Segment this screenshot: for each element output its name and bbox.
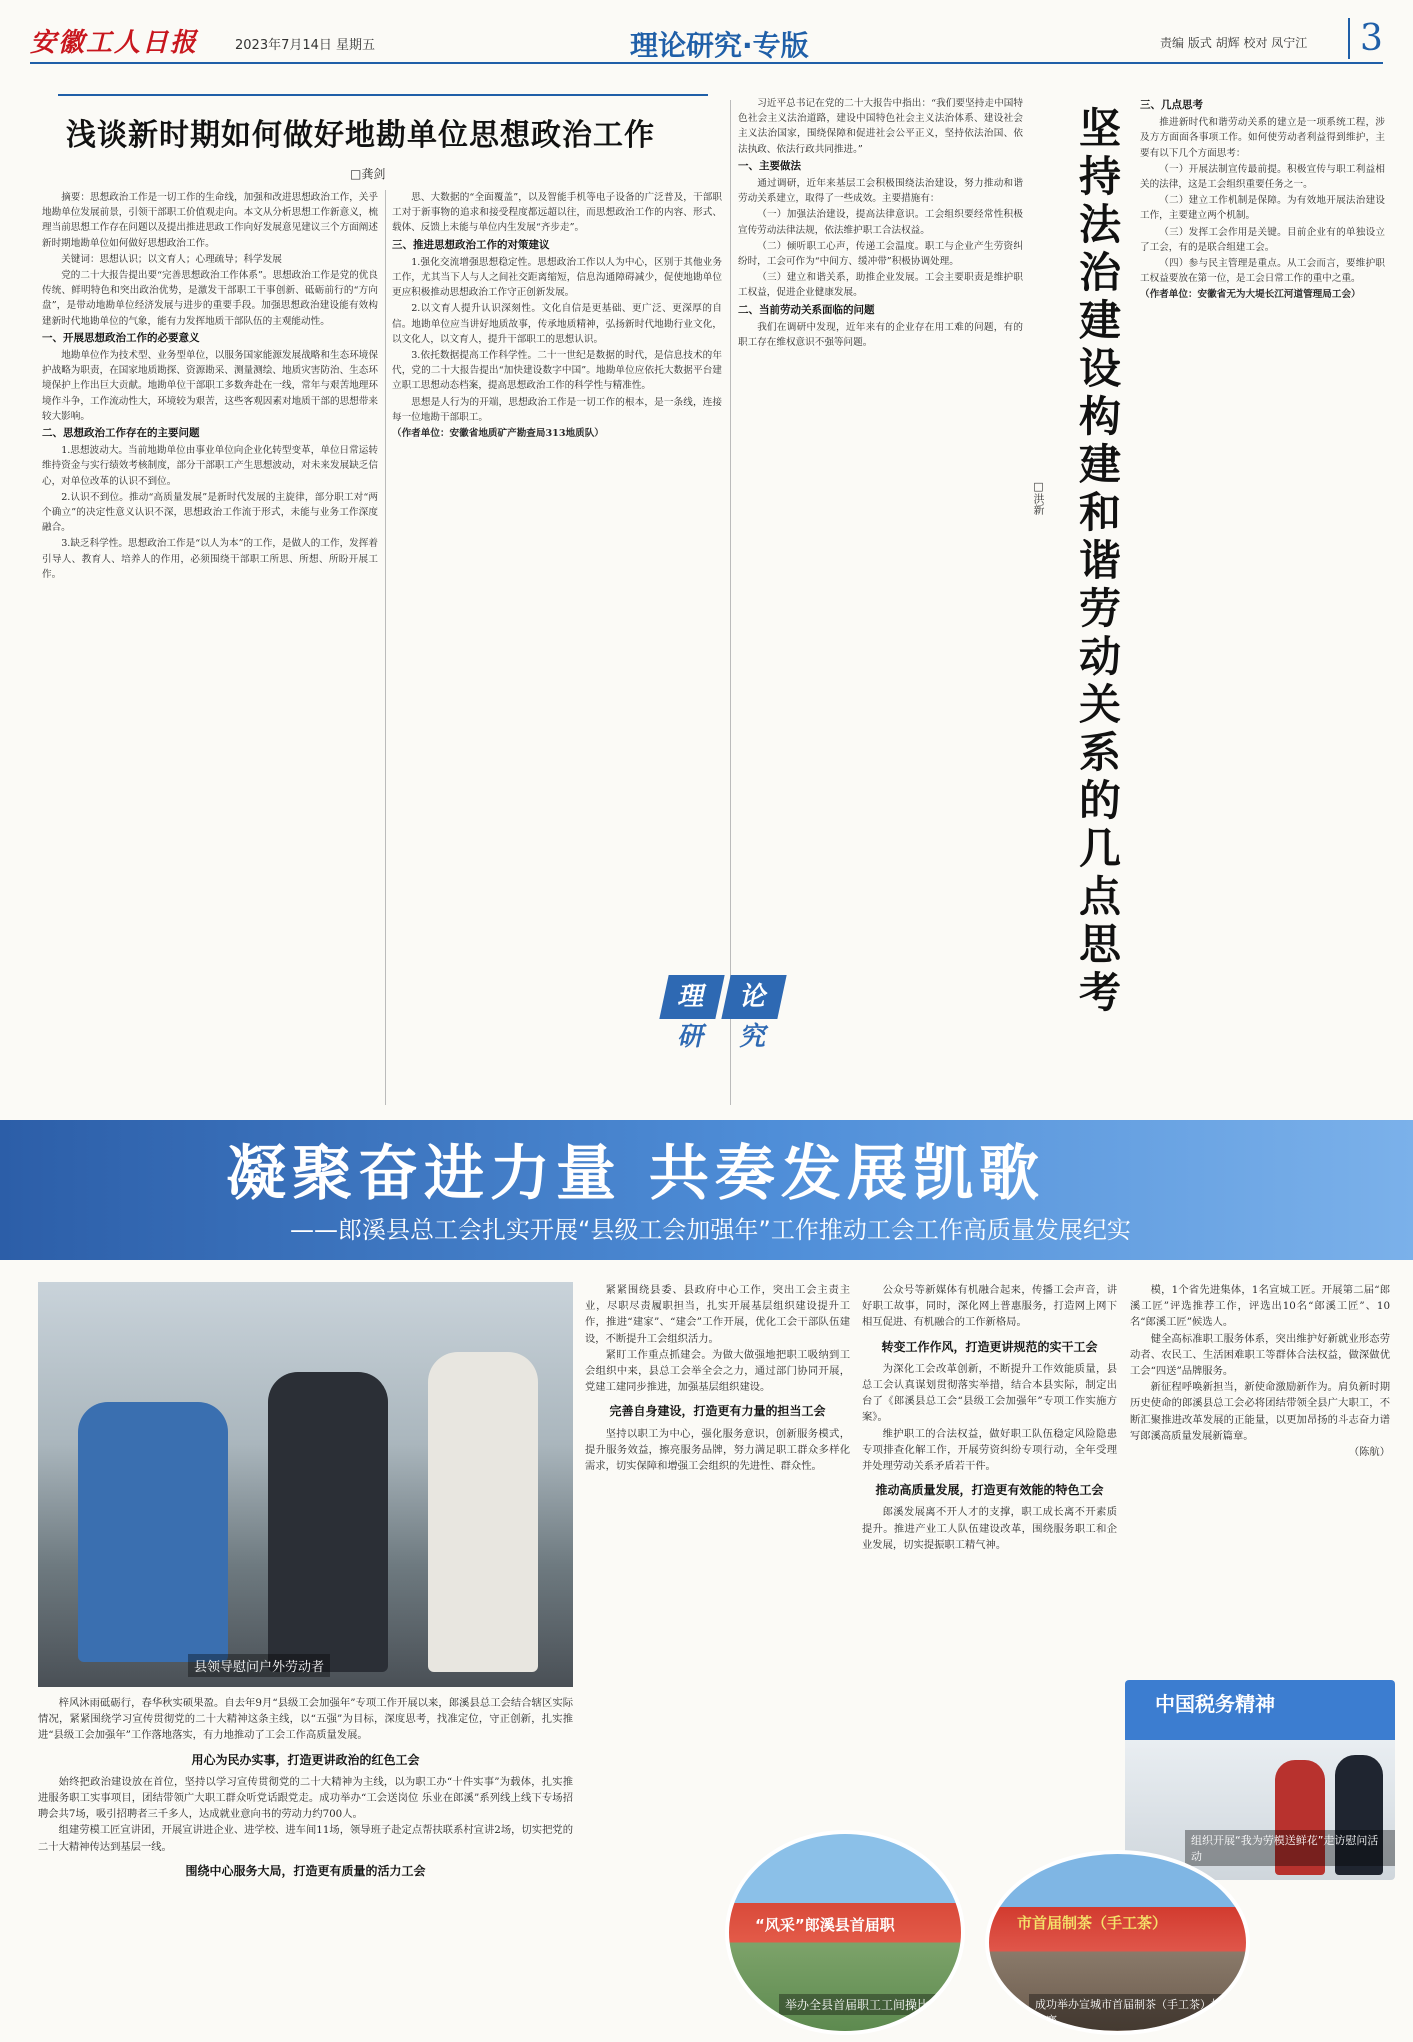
article1-para-4: 3.缺乏科学性。思想政治工作是“以人为本”的工作，是做人的工作，发挥着引导人、教育人、培养人的作用，必须围绕干部职工所思、所想、所盼开展工作。 bbox=[42, 538, 378, 580]
feature-heading-4: 转变工作作风，打造更讲规范的实干工会 bbox=[881, 1339, 1098, 1354]
article2-heading-2: 二、当前劳动关系面临的问题 bbox=[738, 303, 875, 316]
article2-para-1: 通过调研，近年来基层工会积极围绕法治建设，努力推动和谐劳动关系建立，取得了一些成效。主要措施有： bbox=[738, 178, 1023, 205]
article2-heading-1: 一、主要做法 bbox=[738, 159, 801, 172]
article1-heading-1: 一、开展思想政治工作的必要意义 bbox=[42, 331, 200, 344]
section-title: 理论研究·专版 bbox=[630, 29, 809, 62]
article2-para-3: 推进新时代和谐劳动关系的建立是一项系统工程，涉及方方面面各事项工作。如何使劳动者利益得到维护，主要有以下几个方面思考： bbox=[1140, 117, 1385, 159]
article1-intro: 党的二十大报告提出要“完善思想政治工作体系”。思想政治工作是党的优良传统、鲜明特色和突出政治优势，是激发干部职工干事创新、砥砺前行的“方向盘”，是带动地勘单位经济发展与进步的重要手段。加强思想政治建设能有效构建新时代地勘单位的气象，能有力发挥地质干部队伍的主观能动性。 bbox=[42, 270, 378, 327]
article2-think-2: （二）建立工作机制是保障。为有效地开展法治建设工作，主要建立两个机制。 bbox=[1140, 195, 1385, 222]
feature-para-10: 健全高标准职工服务体系，突出维护好新就业形态劳动者、农民工、生活困难职工等群体合法权益，做深做优工会“四送”品牌服务。 bbox=[1130, 1332, 1390, 1378]
stamp-char: 研 bbox=[675, 1022, 709, 1052]
article1-abstract: 摘要：思想政治工作是一切工作的生命线，加强和改进思想政治工作，关乎地勘单位发展前景，引领干部职工价值观走向。本文从分析思想工作新意义，梳理当前思想工作存在问题以及提出推进思政工作向好发展意见建议三个方面阐述新时期地勘单位如何做好思想政治工作。 bbox=[42, 192, 378, 249]
article2-sub-1: （一）加强法治建设，提高法律意识。工会组织要经常性积极宣传劳动法律法规，依法维护职工合法权益。 bbox=[738, 209, 1023, 236]
photo-banner-text: “风采”郎溪县首届职 bbox=[755, 1916, 895, 1934]
feature-para-4: 坚持以职工为中心，强化服务意识，创新服务模式，提升服务效益，擦亮服务品牌，努力满足职工群众多样化需求，切实保障和增强工会组织的先进性、群众性。 bbox=[585, 1427, 850, 1473]
column-divider bbox=[730, 100, 731, 1105]
stamp-char: 论 bbox=[721, 975, 786, 1019]
photo-leader-visit bbox=[38, 1282, 573, 1687]
article1-heading-3: 三、推进思想政治工作的对策建议 bbox=[392, 238, 550, 251]
feature-para-1b: 组建劳模工匠宣讲团，开展宣讲进企业、进学校、进车间11场，领导班子赴定点帮扶联系村宣讲2场，切实把党的二十大精神传达到基层一线。 bbox=[38, 1824, 573, 1853]
article1-column-2 bbox=[392, 190, 722, 1105]
article1-para-3: 2.认识不到位。推动“高质量发展”是新时代发展的主旋律，部分职工对“两个确立”的决定性意义认识不深，思想政治工作流于形式，未能与业务工作深度融合。 bbox=[42, 491, 378, 534]
feature-para-11: 新征程呼唤新担当，新使命激励新作为。肩负新时期历史使命的郎溪县总工会必将团结带领全县广大职工，不断汇聚推进改革发展的正能量，以更加昂扬的斗志奋力谱写郎溪高质量发展新篇章。 bbox=[1130, 1381, 1390, 1442]
feature-lead: 梓风沐雨砥砺行，春华秋实硕果盈。自去年9月“县级工会加强年”专项工作开展以来，郎溪县总工会结合辖区实际情况，紧紧围绕学习宣传贯彻党的二十大精神这条主线，以“五强”为目标，深度思考，找准定位，守正创新，扎实推进“县级工会加强年”工作落地落实，有力地推动了工会工作高质量发展。 bbox=[38, 1697, 573, 1742]
article2-think-1: （一）开展法制宣传最前提。积极宣传与职工利益相关的法律，这是工会组织重要任务之一。 bbox=[1140, 163, 1385, 191]
article1-heading-2: 二、思想政治工作存在的主要问题 bbox=[42, 427, 200, 440]
editor-credits: 责编 版式 胡辉 校对 凤宁江 bbox=[1160, 36, 1308, 50]
page-number: 3 bbox=[1348, 18, 1383, 59]
stamp-char: 理 bbox=[659, 975, 724, 1019]
article1-keywords: 关键词：思想认识；以文育人；心理疏导；科学发展 bbox=[61, 253, 282, 265]
photo-model-worker-visit bbox=[1125, 1680, 1395, 1880]
feature-column-4 bbox=[1130, 1282, 1390, 1677]
article2-para-2: 我们在调研中发现，近年来有的企业存在用工难的问题，有的职工存在维权意识不强等问题。 bbox=[738, 321, 1023, 349]
article1-para-6: 2.以文育人提升认识深刻性。文化自信是更基础、更广泛、更深厚的自信。地勘单位应当讲好地质故事，传承地质精神，弘扬新时代地勘行业文化，以文化人，以文育人，提升干部职工的思想认识。 bbox=[392, 303, 722, 345]
photo-banner-text: 中国税务精神 bbox=[1155, 1692, 1275, 1716]
article2-think-3: （三）发挥工会作用是关键。目前企业有的单独设立了工会，有的是联合组建工会。 bbox=[1140, 226, 1385, 253]
photo-caption: 成功举办宣城市首届制茶（手工茶）技能大赛 bbox=[1029, 1994, 1246, 2030]
article1-author-unit: （作者单位：安徽省地质矿产勘查局313地质队） bbox=[392, 428, 604, 440]
article2-para-0: 习近平总书记在党的二十大报告中指出：“我们要坚持走中国特色社会主义法治道路，建设中国特色社会主义法治体系、建设社会主义法治国家，围绕保障和促进社会公平正义，坚持依法治国、依法执政、依法行政共同推进。” bbox=[738, 98, 1023, 155]
article1-para-7: 3.依托数据提高工作科学性。二十一世纪是数据的时代，是信息技术的年代，党的二十大报告提出“加快建设数字中国”。地勘单位应依托大数据平台建立职工思想动态档案，提高思想政治工作的科学性与精准性。 bbox=[392, 350, 722, 392]
column-divider bbox=[385, 190, 386, 1105]
feature-column-1 bbox=[38, 1695, 573, 2035]
article2-column-1 bbox=[738, 96, 1023, 1106]
article2-heading-3: 三、几点思考 bbox=[1140, 99, 1203, 111]
article1-para-2: 1.思想波动大。当前地勘单位由事业单位向企业化转型变革，单位日常运转维持资金与实行绩效考核制度，部分干部职工产生思想波动，对未来发展缺乏信心，对单位改革的认识不到位。 bbox=[42, 445, 378, 487]
feature-para-7: 维护职工的合法权益，做好职工队伍稳定风险隐患专项排查化解工作，开展劳资纠纷专项行动，全年受理并处理劳动关系矛盾若干件。 bbox=[862, 1427, 1117, 1473]
stamp-char: 究 bbox=[737, 1022, 771, 1052]
worker-figure bbox=[78, 1402, 228, 1662]
person-figure bbox=[268, 1372, 388, 1672]
article1-top-rule bbox=[58, 94, 708, 96]
person-figure bbox=[428, 1352, 538, 1672]
feature-para-5: 公众号等新媒体有机融合起来，传播工会声音，讲好职工故事，同时，深化网上普惠服务，打造网上网下相互促进、有机融合的工作新格局。 bbox=[862, 1284, 1117, 1329]
article1-para-1: 地勘单位作为技术型、业务型单位，以服务国家能源发展战略和生态环境保护战略为职责，在国家地质勘探、资源勘采、测量测绘、地质灾害防治、生态环境保护上作出巨大贡献。地勘单位干部职工多数奔赴在一线，常年与艰苦地理环境作斗争，工作流动性大，环境较为艰苦，这些客观因素对地质干部的思想带来较大影响。 bbox=[42, 350, 378, 422]
photo-caption: 举办全县首届职工工间操比赛 bbox=[779, 1994, 947, 2015]
feature-heading-2: 围绕中心服务大局，打造更有质量的活力工会 bbox=[185, 1863, 426, 1878]
article1-byline: □龚剑 bbox=[350, 167, 386, 181]
article2-sub-3: （三）建立和谐关系，助推企业发展。工会主要职责是维护职工权益，促进企业健康发展。 bbox=[738, 272, 1023, 299]
feature-column-3 bbox=[862, 1282, 1117, 1842]
feature-para-3: 紧盯工作重点抓建会。为做大做强地把职工吸纳到工会组织中来，县总工会举全会之力，通过部门协同开展，党建工建同步推进，加强基层组织建设。 bbox=[585, 1348, 850, 1394]
article2-think-4: （四）参与民主管理是重点。从工会而言，要维护职工权益要放在第一位，是工会日常工作的重中之重。 bbox=[1140, 258, 1385, 285]
article1-closing: 思想是人行为的开端，思想政治工作是一切工作的根本，是一条线，连接每一位地勘干部职工。 bbox=[392, 396, 722, 423]
article2-author-unit: （作者单位：安徽省无为大堤长江河道管理局工会） bbox=[1140, 289, 1361, 301]
feature-author: （陈航） bbox=[1348, 1446, 1390, 1459]
feature-title: 凝聚奋进力量 共奏发展凯歌 bbox=[226, 1139, 1045, 1209]
article2-sub-2: （二）倾听职工心声，传递工会温度。职工与企业产生劳资纠纷时，工会可作为“中间方、缓冲带”积极协调处理。 bbox=[738, 240, 1023, 268]
issue-date: 2023年7月14日 星期五 bbox=[235, 38, 376, 53]
article1-column-1 bbox=[42, 190, 378, 1105]
article1-c2-para-1: 思、大数据的“全面覆盖”，以及智能手机等电子设备的广泛普及，干部职工对于新事物的追求和接受程度都远超以往，而思想政治工作的内容、形式、载体、反馈上未能与单位内生发展“齐步走”。 bbox=[392, 192, 722, 234]
photo-caption: 组织开展“我为劳模送鲜花”走访慰问活动 bbox=[1185, 1830, 1395, 1866]
feature-para-6: 为深化工会改革创新，不断提升工作效能质量，县总工会认真谋划贯彻落实举措，结合本县实际，制定出台了《郎溪县总工会“县级工会加强年”专项工作实施方案》。 bbox=[862, 1362, 1117, 1424]
feature-subtitle: ——郎溪县总工会扎实开展“县级工会加强年”工作推动工会工作高质量发展纪实 bbox=[290, 1216, 1131, 1244]
feature-heading-5: 推动高质量发展，打造更有效能的特色工会 bbox=[875, 1483, 1104, 1498]
paper-name: 安徽工人日报 bbox=[30, 28, 199, 58]
article1-para-5: 1.强化交流增强思想稳定性。思想政治工作以人为中心，区别于其他业务工作，尤其当下人与人之间社交距离缩短，信息沟通障碍减少，促使地勘单位更应积极推动思想政治工作守正创新发展。 bbox=[392, 256, 722, 299]
article2-byline: □洪新 bbox=[1032, 480, 1045, 515]
feature-para-1: 始终把政治建设放在首位，坚持以学习宣传贯彻党的二十大精神为主线，以为职工办“十件实事”为载体，扎实推进服务职工实事项目，团结带领广大职工群众听党话跟党走。成功举办“工会送岗位 乐业在郎溪”系列线上线下专场招聘会共7场，吸引招聘者三千多人，达成就业意向书的劳动力约700人。 bbox=[38, 1775, 573, 1821]
feature-para-2: 紧紧围绕县委、县政府中心工作，突出工会主责主业，尽职尽责履职担当，扎实开展基层组织建设提升工作，推进“建家”、“建会”工作开展，优化工会干部队伍建设，不断提升工会组织活力。 bbox=[585, 1284, 850, 1345]
photo-caption: 县领导慰问户外劳动者 bbox=[188, 1654, 330, 1677]
feature-heading-3: 完善自身建设，打造更有力量的担当工会 bbox=[609, 1404, 826, 1419]
photo-tea-contest bbox=[985, 1850, 1250, 2035]
photo-exercise-contest bbox=[725, 1830, 965, 2035]
article2-title: 坚持法治建设构建和谐劳动关系的几点思考 bbox=[1073, 106, 1122, 1018]
article2-column-2 bbox=[1140, 96, 1385, 1106]
feature-para-8: 郎溪发展离不开人才的支撑，职工成长离不开素质提升。推进产业工人队伍建设改革，围绕服务职工和企业发展，切实提振职工精气神。 bbox=[862, 1506, 1117, 1551]
feature-heading-1: 用心为民办实事，打造更讲政治的红色工会 bbox=[191, 1752, 420, 1767]
article1-title: 浅谈新时期如何做好地勘单位思想政治工作 bbox=[66, 118, 655, 153]
photo-banner-text: 市首届制茶（手工茶） bbox=[1017, 1914, 1168, 1932]
masthead bbox=[30, 18, 1383, 64]
feature-para-9: 模，1个省先进集体，1名宣城工匠。开展第二届“郎溪工匠”评选推荐工作，评选出10名“郎溪工匠”、10名“郎溪工匠”候选人。 bbox=[1130, 1284, 1390, 1329]
